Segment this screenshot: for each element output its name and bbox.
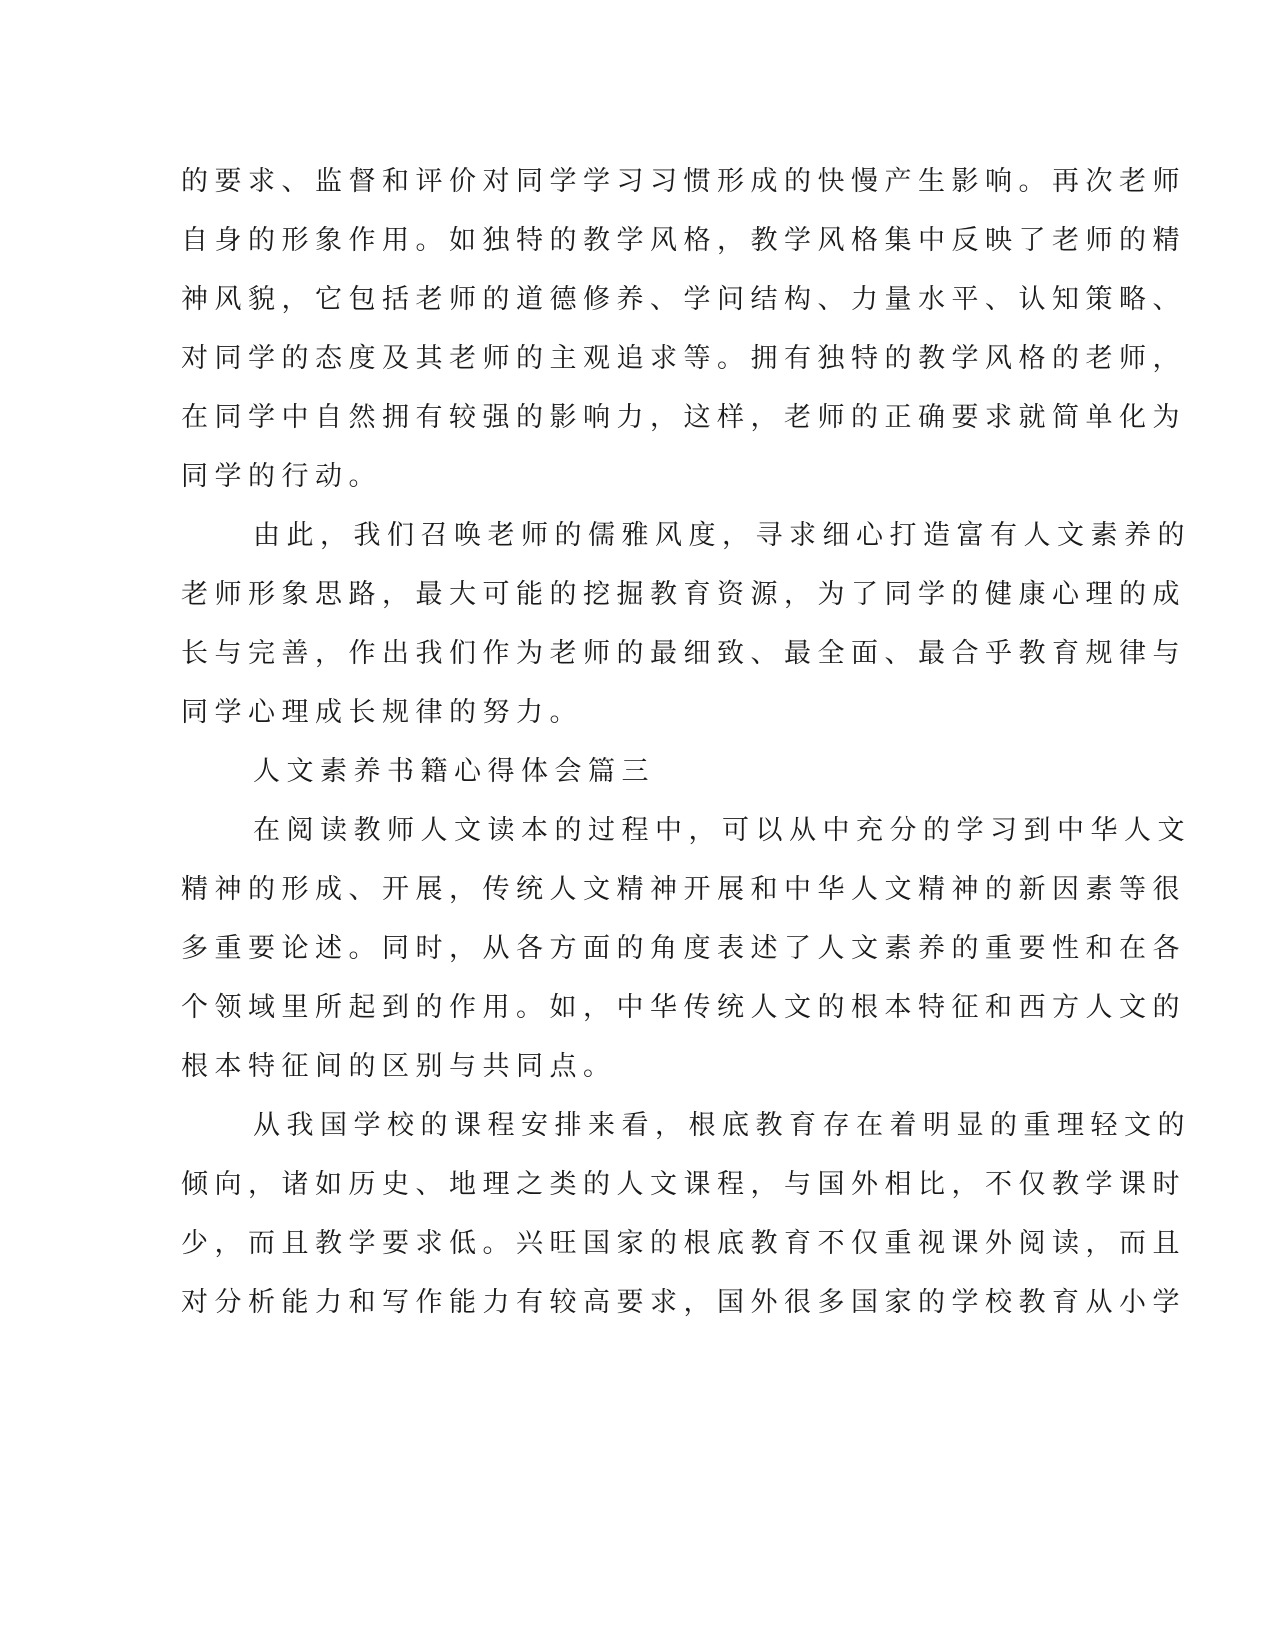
text-line: 的要求、监督和评价对同学学习习惯形成的快慢产生影响。再次老师 bbox=[181, 166, 1186, 197]
text-line: 倾向，诸如历史、地理之类的人文课程，与国外相比，不仅教学课时 bbox=[181, 1169, 1186, 1200]
text-line: 个领域里所起到的作用。如，中华传统人文的根本特征和西方人文的 bbox=[181, 992, 1186, 1023]
text-line: 老师形象思路，最大可能的挖掘教育资源，为了同学的健康心理的成 bbox=[181, 579, 1186, 610]
text-line: 同学心理成长规律的努力。 bbox=[181, 697, 583, 728]
text-line: 同学的行动。 bbox=[181, 461, 382, 492]
text-line: 对分析能力和写作能力有较高要求，国外很多国家的学校教育从小学 bbox=[181, 1287, 1186, 1318]
text-line: 长与完善，作出我们作为老师的最细致、最全面、最合乎教育规律与 bbox=[181, 638, 1186, 669]
text-line: 对同学的态度及其老师的主观追求等。拥有独特的教学风格的老师， bbox=[181, 343, 1186, 374]
section-heading: 人文素养书籍心得体会篇三 bbox=[253, 756, 655, 787]
text-line: 神风貌，它包括老师的道德修养、学问结构、力量水平、认知策略、 bbox=[181, 284, 1186, 315]
document-body bbox=[181, 158, 1191, 1338]
text-line: 在同学中自然拥有较强的影响力，这样，老师的正确要求就简单化为 bbox=[181, 402, 1186, 433]
text-line: 根本特征间的区别与共同点。 bbox=[181, 1051, 617, 1082]
text-line: 自身的形象作用。如独特的教学风格，教学风格集中反映了老师的精 bbox=[181, 225, 1186, 256]
text-line: 多重要论述。同时，从各方面的角度表述了人文素养的重要性和在各 bbox=[181, 933, 1186, 964]
paragraph-start-line: 由此，我们召唤老师的儒雅风度，寻求细心打造富有人文素养的 bbox=[253, 520, 1191, 551]
paragraph-start-line: 在阅读教师人文读本的过程中，可以从中充分的学习到中华人文 bbox=[253, 815, 1191, 846]
text-line: 精神的形成、开展，传统人文精神开展和中华人文精神的新因素等很 bbox=[181, 874, 1186, 905]
paragraph-start-line: 从我国学校的课程安排来看，根底教育存在着明显的重理轻文的 bbox=[253, 1110, 1191, 1141]
text-line: 少，而且教学要求低。兴旺国家的根底教育不仅重视课外阅读，而且 bbox=[181, 1228, 1186, 1259]
